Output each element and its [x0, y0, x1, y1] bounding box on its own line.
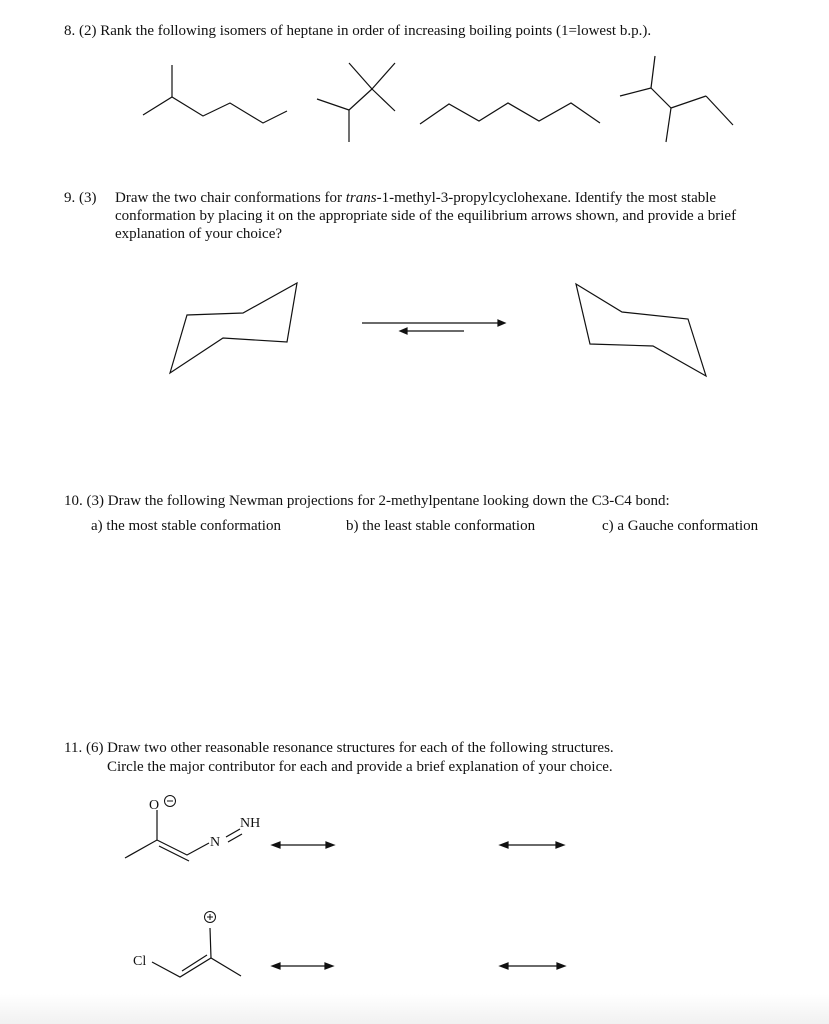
oxygen-label: O — [149, 798, 160, 813]
chlorine-label: Cl — [133, 954, 147, 969]
question-10-text: 10. (3) Draw the following Newman projections for 2-methylpentane looking down the C3-C4 bond: — [64, 493, 670, 509]
chair-template-right — [576, 284, 706, 376]
question-9-trans-italic: trans — [345, 190, 377, 206]
resonance-structure-2 — [133, 912, 241, 978]
question-9-number: 9. (3) — [64, 190, 97, 206]
question-9-line-1-end: -1-methyl-3-propylcyclohexane. Identify the most stable — [376, 190, 717, 206]
question-9-line-3: explanation of your choice? — [115, 226, 283, 242]
question-10-part-b: b) the least stable conformation — [346, 518, 536, 534]
nitrogen-label: N — [210, 835, 221, 850]
page-bottom-edge — [0, 994, 829, 1024]
chair-template-left — [170, 283, 297, 373]
question-9-line-1-start: Draw the two chair conformations for — [115, 190, 346, 206]
isomer-2-methylhexane — [143, 65, 287, 123]
resonance-structure-1 — [125, 796, 260, 862]
resonance-arrow-1a — [272, 842, 334, 848]
isomer-trimethylbutane — [317, 63, 395, 142]
isomer-branched-heptane — [620, 56, 733, 142]
question-11-line-1: 11. (6) Draw two other reasonable resonance structures for each of the following structures. — [64, 740, 614, 756]
nh-label: NH — [240, 816, 261, 831]
equilibrium-arrows — [362, 320, 505, 334]
question-11-line-2: Circle the major contributor for each and provide a brief explanation of your choice. — [107, 759, 613, 775]
resonance-arrow-2a — [272, 963, 333, 969]
question-10-part-c: c) a Gauche conformation — [602, 518, 759, 534]
resonance-arrow-2b — [500, 963, 565, 969]
resonance-arrow-1b — [500, 842, 564, 848]
isomer-n-heptane — [420, 103, 600, 124]
question-9-line-2: conformation by placing it on the appropriate side of the equilibrium arrows shown, and provide a brief — [115, 208, 737, 224]
question-8-text: 8. (2) Rank the following isomers of heptane in order of increasing boiling points (1=lowest b.p.). — [64, 23, 652, 39]
question-10-part-a: a) the most stable conformation — [91, 518, 281, 534]
